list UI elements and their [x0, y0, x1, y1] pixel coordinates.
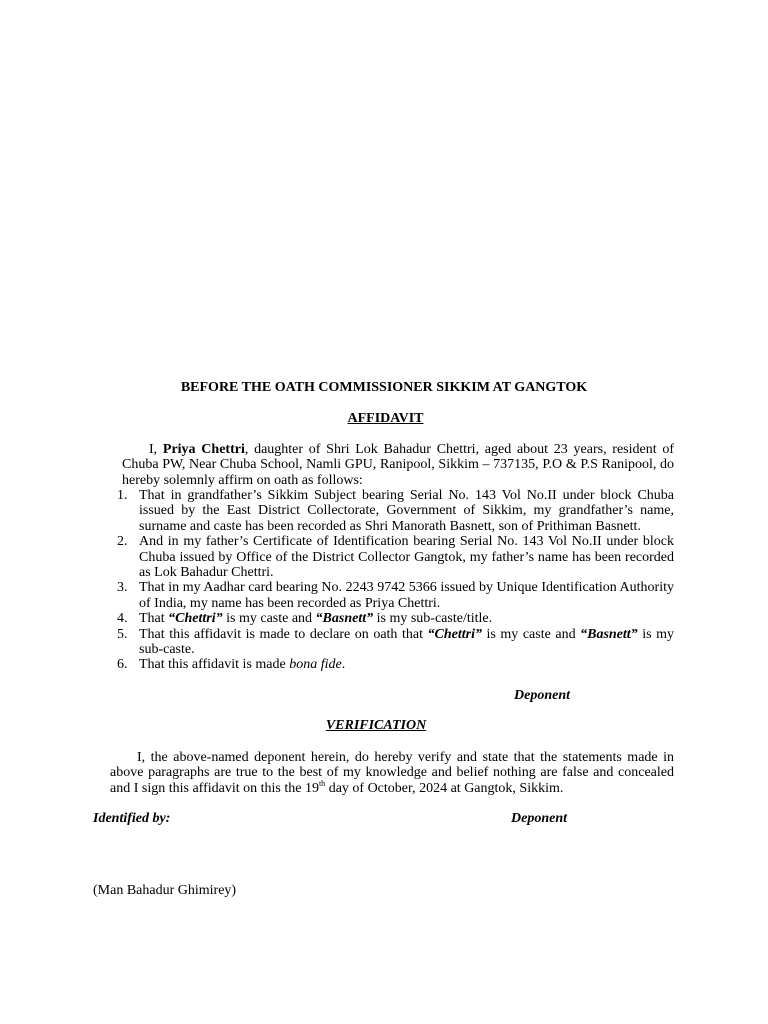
deponent-name: Priya Chettri	[162, 442, 245, 457]
deponent-label: Deponent	[514, 688, 570, 703]
list-item: 6. That this affidavit is made bona fide.	[117, 657, 346, 673]
witness-name: (Man Bahadur Ghimirey)	[93, 883, 237, 898]
intro-paragraph	[122, 442, 674, 488]
affidavit-title: AFFIDAVIT	[347, 411, 424, 426]
list-item: 1. That in grandfather’s Sikkim Subject bearing Serial No. 143 Vol No.II under block Chuba issued by the East District Collectorate, Government of Sikkim, my grandfather’s name, surname and caste has been recorded as Shri Manorath Basnett, son of Prithiman Basnett.	[117, 488, 674, 534]
list-item: 2. And in my father’s Certificate of Identification bearing Serial No. 143 Vol No.II under block Chuba issued by Office of the District Collector Gangtok, my father’s name has been recorded as Lok Bahadur Chettri.	[117, 534, 674, 581]
verification-paragraph: I, the above-named deponent herein, do hereby verify and state that the statements made in above paragraphs are true to the best of my knowledge and belief nothing are false and concealed and I sign this affidavit on this the 19th day of October, 2024 at Gangtok, Sikkim.	[110, 750, 674, 796]
intro-rest: , daughter of Shri Lok Bahadur Chettri, aged about 23 years, resident of Chuba PW, Near Chuba School, Namli GPU, Ranipool, Sikkim – 737135, P.O & P.S Ranipool, do hereby solemnly affirm on oath as follows:	[122, 442, 675, 488]
list-item: 5. That this affidavit is made to declare on oath that “Chettri” is my caste and “Basnett” is my sub-caste.	[117, 626, 674, 658]
identified-by-label: Identified by:	[93, 811, 171, 826]
verification-title: VERIFICATION	[325, 718, 427, 733]
list-item: 4. That “Chettri” is my caste and “Basnett” is my sub-caste/title.	[117, 611, 493, 627]
deponent-label-bottom: Deponent	[511, 811, 567, 826]
affidavit-list	[117, 488, 674, 673]
document-heading: BEFORE THE OATH COMMISSIONER SIKKIM AT GANGTOK	[180, 380, 588, 395]
intro-prefix: I,	[149, 442, 163, 457]
list-item: 3. That in my Aadhar card bearing No. 2243 9742 5366 issued by Unique Identification Authority of India, my name has been recorded as Priya Chettri.	[117, 580, 674, 611]
